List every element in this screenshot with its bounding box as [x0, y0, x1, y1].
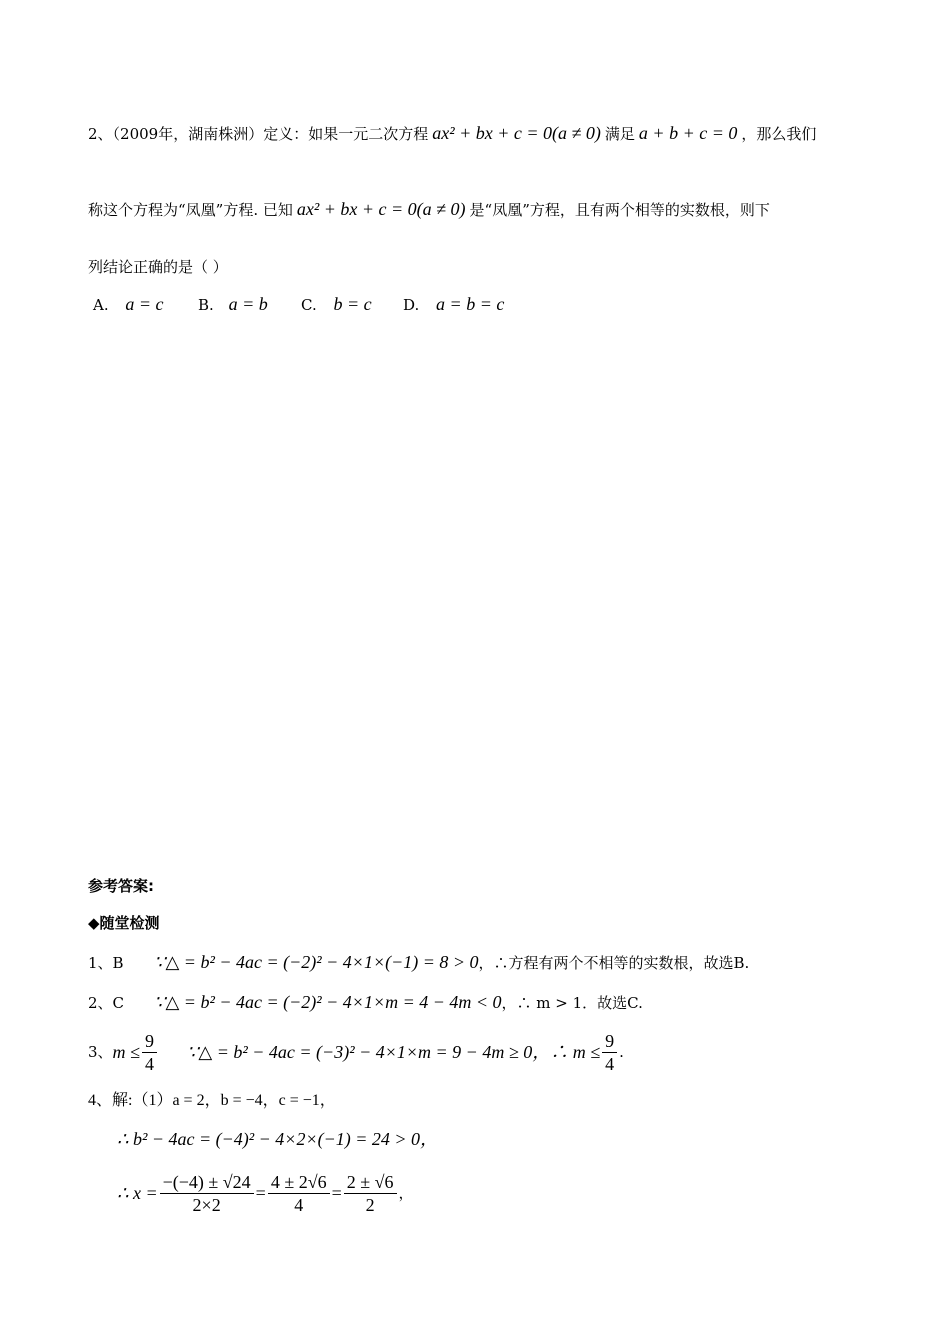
answer-3-tail: ，∴ m ≤ — [532, 1042, 601, 1062]
answer-1 — [88, 953, 749, 971]
answer-3-fraction-2-num: 9 — [602, 1032, 617, 1053]
question-2-condition: 是“凤凰”方程，且有两个相等的实数根，则下 — [469, 201, 770, 219]
option-d-label: D. — [403, 296, 420, 314]
answer-3-expr: ∵△ = b² − 4ac = (−3)² − 4×1×m = 9 − 4m ≥ 0 — [186, 1042, 533, 1062]
question-2-intro: 2、（2009年，湖南株洲）定义：如果一元二次方程 — [88, 125, 429, 143]
answer-1-expr: ∵△ = b² − 4ac = (−2)² − 4×1×(−1) = 8 > 0 — [154, 952, 479, 972]
equation-quadratic: ax² + bx + c = 0(a ≠ 0) — [432, 123, 601, 143]
answer-4-line-3 — [117, 1170, 414, 1216]
question-2-satisfy: 满足 — [604, 125, 635, 143]
answer-4-fraction-3-den: 2 — [365, 1194, 375, 1215]
answer-4-end: ， — [398, 1183, 414, 1202]
option-c-expr: b = c — [333, 294, 372, 314]
answer-1-label: 1、B — [88, 954, 124, 972]
answer-4-line-2 — [117, 1130, 438, 1148]
question-2-line-2 — [88, 200, 770, 218]
answer-2-expr: ∵△ = b² − 4ac = (−2)² − 4×1×m = 4 − 4m < 0 — [154, 992, 502, 1012]
option-a-label: A. — [93, 296, 109, 314]
question-2-phoenix-def: 称这个方程为“凤凰”方程. 已知 — [88, 201, 293, 219]
question-2-line-1 — [88, 124, 816, 142]
option-b-expr: a = b — [228, 294, 268, 314]
answer-4-fraction-1-num: −(−4) ± √24 — [160, 1173, 254, 1194]
option-d-expr: a = b = c — [436, 294, 505, 314]
answer-4-fraction-2-num: 4 ± 2√6 — [268, 1173, 330, 1194]
answer-3-fraction — [142, 1032, 157, 1073]
answer-4-fraction-3-num: 2 ± √6 — [344, 1173, 397, 1194]
equation-quadratic-2: ax² + bx + c = 0(a ≠ 0) — [296, 199, 466, 219]
answers-heading: 参考答案: — [88, 877, 154, 895]
answer-4-fraction-2 — [268, 1173, 330, 1214]
question-2-continue: ，那么我们 — [741, 125, 817, 143]
option-a — [93, 294, 164, 315]
option-b — [198, 294, 268, 315]
option-a-expr: a = c — [125, 294, 164, 314]
answer-3-fraction-2 — [602, 1032, 617, 1073]
equals-sign: = — [331, 1183, 342, 1203]
answer-4-x: ∴ x = — [117, 1183, 158, 1203]
answer-3-fraction-den: 4 — [144, 1053, 154, 1074]
answer-4-given: 4、解:（1）a = 2，b = −4，c = −1， — [88, 1092, 336, 1109]
answer-4-fraction-1-den: 2×2 — [192, 1194, 221, 1215]
answer-4-fraction-2-den: 4 — [294, 1194, 304, 1215]
answer-3-end: . — [619, 1042, 624, 1061]
option-c-label: C. — [301, 296, 317, 314]
answer-1-tail: ，∴方程有两个不相等的实数根，故选B. — [478, 954, 750, 972]
answer-4-line-1 — [88, 1093, 336, 1109]
answer-3 — [88, 1030, 624, 1074]
equation-condition: a + b + c = 0 — [638, 123, 738, 143]
answer-2 — [88, 993, 643, 1011]
question-2-line-3: 列结论正确的是（ ） — [88, 258, 228, 276]
option-d — [403, 294, 504, 315]
answer-4-fraction-3 — [344, 1173, 397, 1214]
answer-3-m: m ≤ — [112, 1042, 140, 1062]
answer-3-fraction-num: 9 — [142, 1032, 157, 1053]
answer-2-label: 2、C — [88, 994, 125, 1012]
answer-3-fraction-2-den: 4 — [605, 1053, 615, 1074]
option-c — [301, 294, 372, 315]
section-heading: ◆随堂检测 — [88, 914, 160, 932]
answer-3-label: 3、 — [88, 1042, 113, 1061]
answer-4-fraction-1 — [160, 1173, 254, 1214]
answer-2-tail: ，∴ m > 1．故选C. — [501, 994, 643, 1012]
option-b-label: B. — [198, 296, 214, 314]
answer-4-discriminant: ∴ b² − 4ac = (−4)² − 4×2×(−1) = 24 > 0， — [117, 1129, 439, 1149]
equals-sign: = — [255, 1183, 266, 1203]
